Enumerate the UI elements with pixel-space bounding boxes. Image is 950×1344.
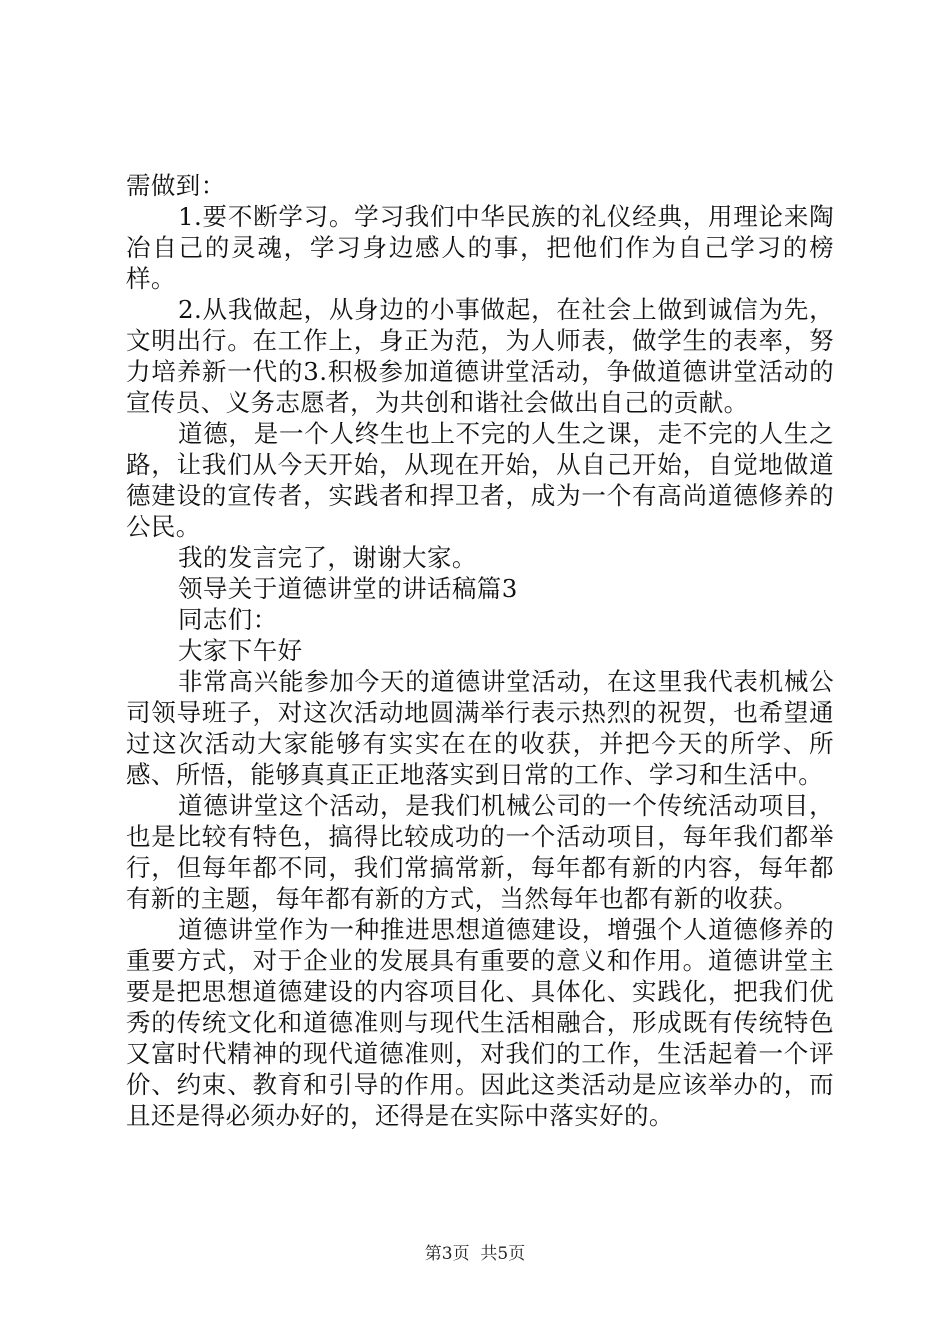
paragraph-closing: 我的发言完了，谢谢大家。 [178,543,477,572]
paragraph-morality: 道德，是一个人终生也上不完的人生之课，走不完的人生之路，让我们从今天开始，从现在开始，从自己开始，自觉地做道德建设的宣传者，实践者和捍卫者，成为一个有高尚道德修养的公民。 [126,419,834,541]
paragraph-item-2: 2.从我做起，从身边的小事做起，在社会上做到诚信为先，文明出行。在工作上，身正为范，为人师表，做学生的表率，努力培养新一代的3.积极参加道德讲堂活动，争做道德讲堂活动的宣传员、义务志愿者，为共创和谐社会做出自己的贡献。 [126,295,834,417]
paragraph-item-1: 1.要不断学习。学习我们中华民族的礼仪经典，用理论来陶冶自己的灵魂，学习身边感人的事，把他们作为自己学习的榜样。 [126,202,834,293]
document-body [126,170,834,1131]
paragraph-intro: 需做到： [126,171,226,200]
page-footer [0,1242,950,1266]
greeting: 大家下午好 [178,636,303,665]
paragraph-significance: 道德讲堂作为一种推进思想道德建设，增强个人道德修养的重要方式，对于企业的发展具有重要的意义和作用。道德讲堂主要是把思想道德建设的内容项目化、具体化、实践化，把我们优秀的传统文化和道德准则与现代生活相融合，形成既有传统特色又富时代精神的现代道德准则，对我们的工作，生活起着一个评价、约束、教育和引导的作用。因此这类活动是应该举办的，而且还是得必须办好的，还得是在实际中落实好的。 [126,915,834,1130]
salutation: 同志们： [178,605,278,634]
page-number: 第3页 共5页 [424,1244,526,1264]
paragraph-opening: 非常高兴能参加今天的道德讲堂活动，在这里我代表机械公司领导班子，对这次活动地圆满举行表示热烈的祝贺，也希望通过这次活动大家能够有实实在在的收获，并把今天的所学、所感、所悟，能够真真正正地落实到日常的工作、学习和生活中。 [126,667,834,789]
paragraph-tradition: 道德讲堂这个活动，是我们机械公司的一个传统活动项目，也是比较有特色，搞得比较成功的一个活动项目，每年我们都举行，但每年都不同，我们常搞常新，每年都有新的内容，每年都有新的主题，每年都有新的方式，当然每年也都有新的收获。 [126,791,834,913]
section-title: 领导关于道德讲堂的讲话稿篇3 [178,574,518,603]
